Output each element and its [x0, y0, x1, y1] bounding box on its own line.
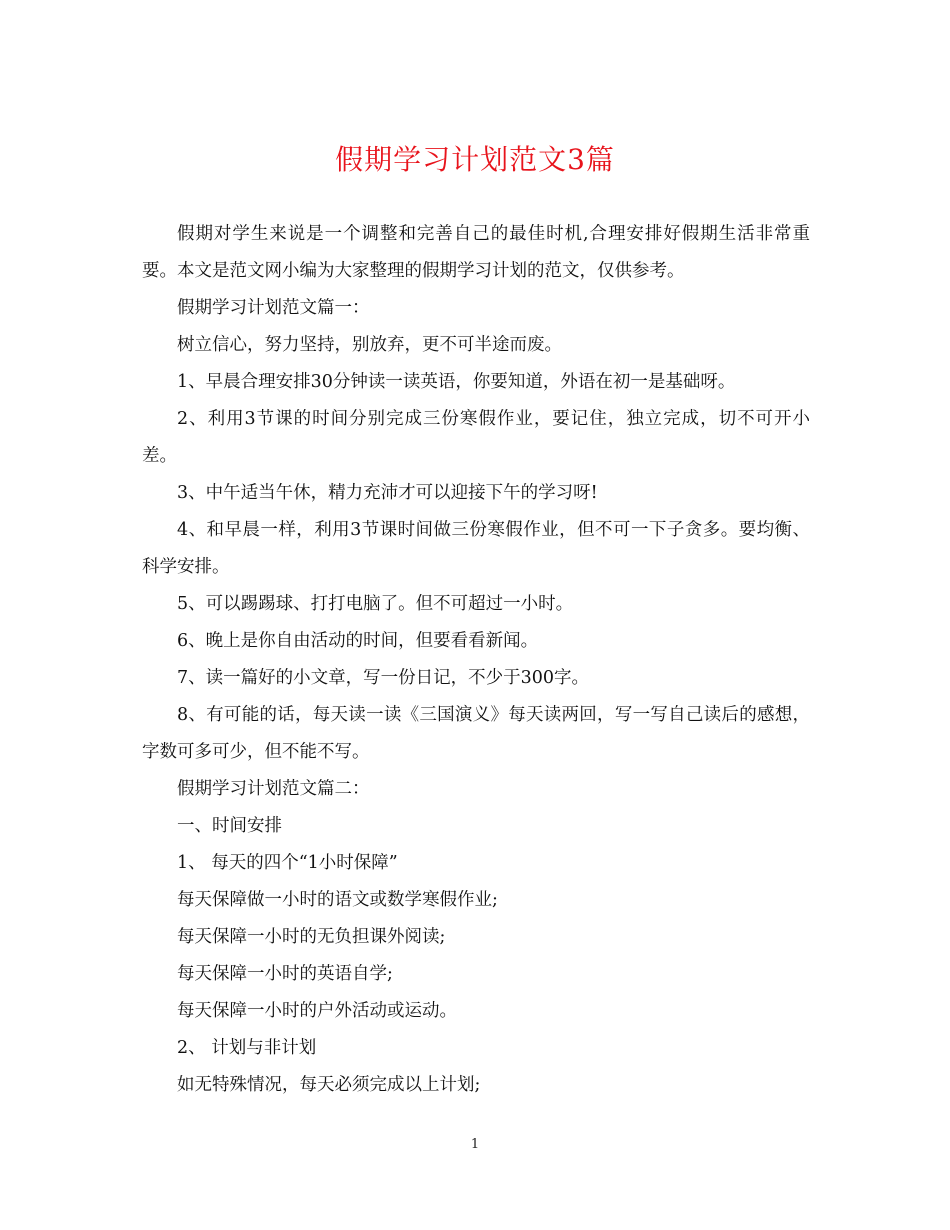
list-item: 8、有可能的话，每天读一读《三国演义》每天读两回，写一写自己读后的感想，字数可多可少，但不能不写。	[142, 705, 810, 762]
list-item: 每天保障一小时的户外活动或运动。	[177, 1001, 457, 1021]
subheading: 2、 计划与非计划	[177, 1038, 317, 1058]
list-item: 2、利用3节课的时间分别完成三份寒假作业，要记住，独立完成，切不可开小差。	[142, 409, 810, 466]
paragraph-intro: 假期对学生来说是一个调整和完善自己的最佳时机,合理安排好假期生活非常重要。本文是范文网小编为大家整理的假期学习计划的范文，仅供参考。	[142, 224, 810, 281]
section-heading-part-one: 假期学习计划范文篇一：	[177, 298, 370, 318]
list-item: 每天保障做一小时的语文或数学寒假作业;	[177, 890, 498, 910]
paragraph: 如无特殊情况，每天必须完成以上计划;	[177, 1075, 481, 1095]
list-item: 6、晚上是你自由活动的时间，但要看看新闻。	[177, 631, 539, 651]
page-number: 1	[470, 1137, 480, 1152]
list-item: 每天保障一小时的无负担课外阅读;	[177, 927, 446, 947]
subheading: 1、 每天的四个“1小时保障”	[177, 853, 398, 873]
subheading: 一、时间安排	[177, 816, 282, 836]
list-item: 5、可以踢踢球、打打电脑了。但不可超过一小时。	[177, 594, 574, 614]
paragraph: 树立信心，努力坚持，别放弃，更不可半途而废。	[177, 335, 562, 355]
list-item: 7、读一篇好的小文章，写一份日记，不少于300字。	[177, 668, 590, 688]
document-body	[142, 216, 810, 1104]
document-title: 假期学习计划范文3篇	[335, 143, 615, 176]
list-item: 4、和早晨一样，利用3节课时间做三份寒假作业，但不可一下子贪多。要均衡、科学安排。	[142, 520, 810, 577]
list-item: 1、早晨合理安排30分钟读一读英语，你要知道，外语在初一是基础呀。	[177, 372, 736, 392]
section-heading-part-two: 假期学习计划范文篇二：	[177, 779, 370, 799]
list-item: 每天保障一小时的英语自学;	[177, 964, 393, 984]
list-item: 3、中午适当午休，精力充沛才可以迎接下午的学习呀!	[177, 483, 598, 503]
